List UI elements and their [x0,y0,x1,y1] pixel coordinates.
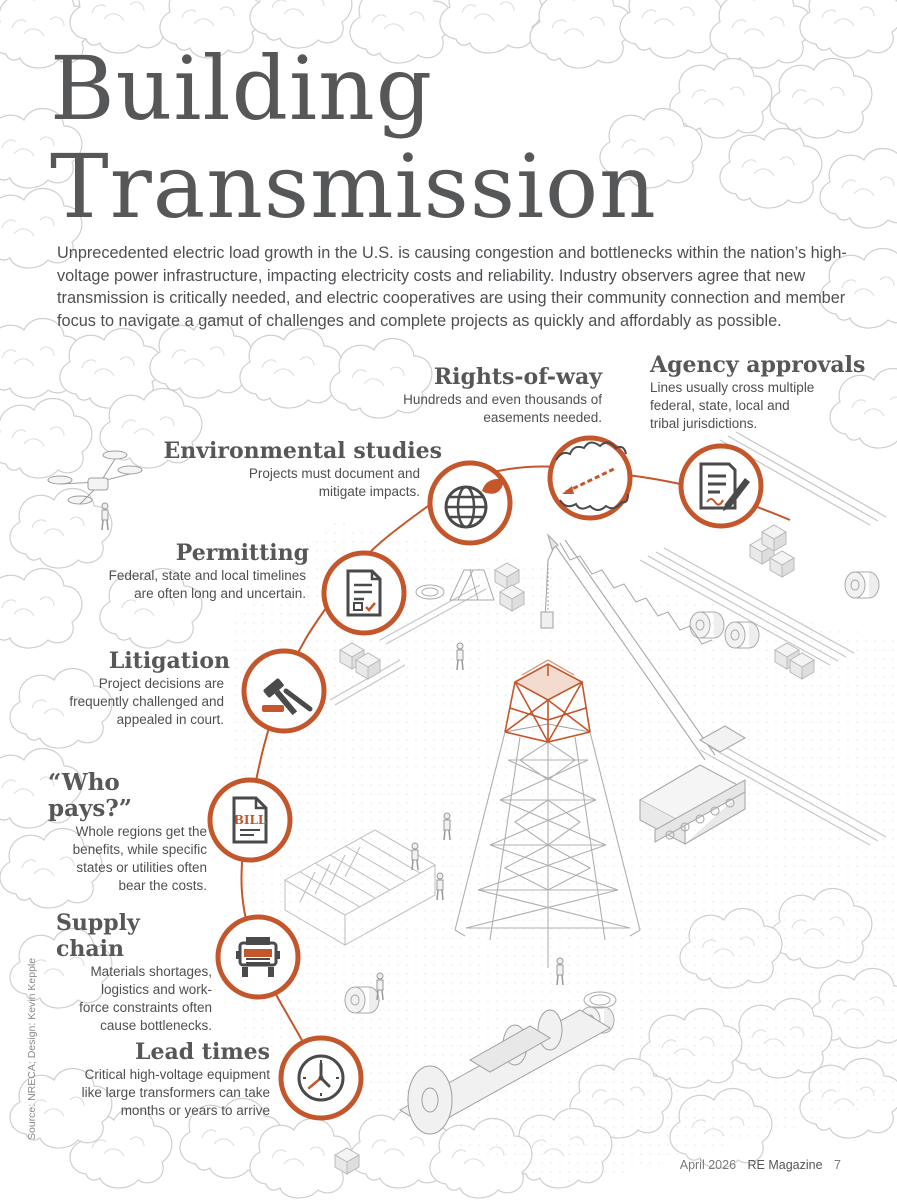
page-footer [672,1158,841,1172]
footer-magazine: RE Magazine [747,1158,823,1172]
desc-line: Critical high-voltage equipment [84,1067,270,1082]
challenge-rights-of-way [330,364,602,427]
desc-line: Whole regions get the [75,824,207,839]
challenge-who-pays [30,770,207,895]
desc-line: Lines usually cross multiple [650,380,815,395]
challenge-title: Environmental studies [163,438,442,464]
source-credit: Source: NRECA; Design: Kevin Kepple [26,957,38,1140]
desc-line: frequently challenged and [69,694,224,709]
truck-icon [218,917,298,997]
page-number: 7 [834,1158,841,1172]
desc-line: mitigate impacts. [318,484,420,499]
challenge-title: Supply chain [56,910,140,962]
desc-line: cause bottlenecks. [100,1018,212,1033]
challenge-description [40,675,224,729]
desc-line: Projects must document and [248,466,420,481]
challenge-description [330,391,602,427]
svg-text:BILL: BILL [233,813,267,827]
globe-leaf-icon [430,463,510,543]
desc-line: benefits, while specific [72,842,207,857]
challenge-agency-approvals [650,352,880,433]
desc-line: appealed in court. [116,712,224,727]
challenge-litigation [40,648,230,729]
page-title [50,37,657,238]
desc-line: Hundreds and even thousands of [403,392,602,407]
challenge-lead-times [40,1039,270,1120]
challenge-title: Permitting [175,540,309,566]
desc-line: Federal, state and local timelines [108,568,306,583]
title-line: Transmission [50,135,657,238]
desc-line: Materials shortages, [90,964,212,979]
bill-icon [210,780,290,860]
intro-paragraph: Unprecedented electric load growth in the U.S. is causing congestion and bottlenecks within the nation’s high-voltage power infrastructure, impacting electricity costs and reliability. Industry observers agree that new transmission is critically needed, and electric cooperatives are using their community connection and member focus to navigate a gamut of challenges and complete projects as quickly and affordably as possible. [57,244,847,330]
challenge-supply-chain [40,910,212,1035]
desc-line: like large transformers can take [81,1085,270,1100]
desc-line: Project decisions are [98,676,224,691]
desc-line: tribal jurisdictions. [650,416,758,431]
desc-line: easements needed. [483,410,602,425]
challenge-title: Litigation [108,648,230,674]
desc-line: are often long and uncertain. [134,586,306,601]
challenge-environmental-studies [140,438,442,501]
challenge-description [140,465,442,501]
challenge-description [30,823,207,895]
challenge-description [650,379,880,433]
document-signing-icon [681,446,761,526]
challenge-title: Rights-of-way [433,364,602,390]
right-of-way-icon [550,438,630,518]
challenge-title: Agency approvals [650,352,866,378]
gavel-icon [244,651,324,731]
desc-line: logistics and work- [100,982,212,997]
desc-line: months or years to arrive [120,1103,270,1118]
desc-line: bear the costs. [118,878,207,893]
permit-document-icon [324,553,404,633]
desc-line: force constraints often [79,1000,212,1015]
challenge-title: “Who pays?” [48,769,133,822]
challenge-description [40,963,212,1035]
desc-line: federal, state, local and [650,398,790,413]
challenge-description [60,567,309,603]
challenge-title: Lead times [135,1039,270,1065]
footer-date: April 2026 [679,1158,737,1172]
clock-icon [281,1038,361,1118]
title-line: Building [50,37,434,140]
challenge-permitting [60,540,309,603]
challenge-description [40,1066,270,1120]
desc-line: states or utilities often [76,860,207,875]
